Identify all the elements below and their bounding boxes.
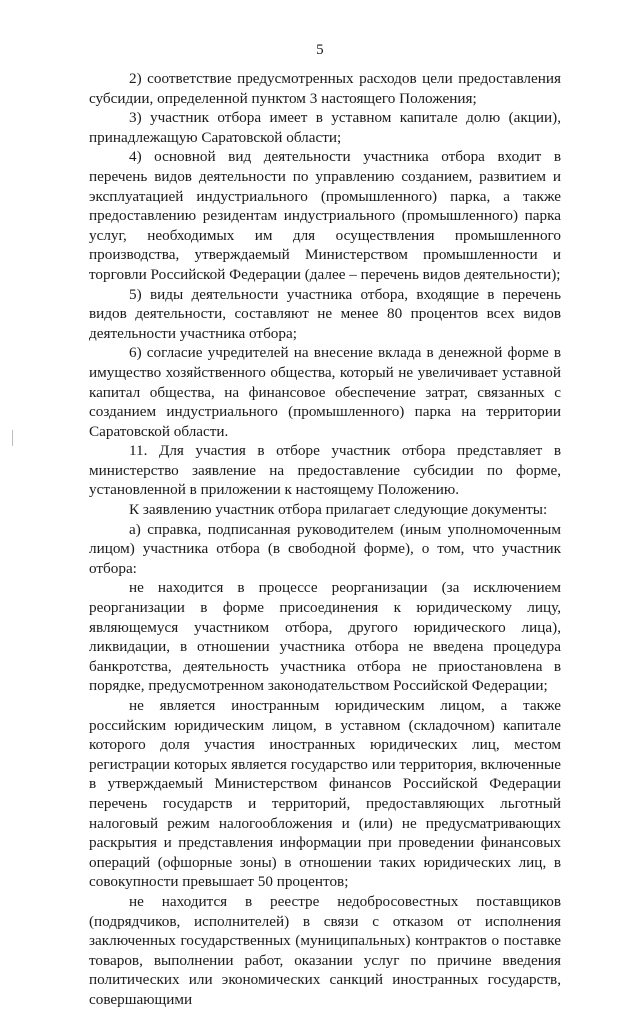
paragraph-item-2: 2) соответствие предусмотренных расходов цели предоставления субсидии, определенной пунктом 3 настоящего Положения; bbox=[89, 70, 561, 107]
paragraph-item-4: 4) основной вид деятельности участника отбора входит в перечень видов деятельности по управлению созданием, развитием и эксплуатацией индустриального (промышленного) парка, а также предоставлению резидентам индустриального (промышленного) парка услуг, необходимых им для осуществления промышленного производства, утверждаемый Министерством промышленности и торговли Российской Федерации (далее – перечень видов деятельности); bbox=[89, 148, 561, 283]
paragraph-item-6: 6) согласие учредителей на внесение вклада в денежной форме в имущество хозяйственного общества, который не увеличивает уставной капитал общества, на финансовое обеспечение затрат, связанных с созданием индустриального (промышленного) парка на территории Саратовской области. bbox=[89, 344, 561, 440]
page-number: 5 bbox=[316, 42, 324, 58]
paragraph-item-5: 5) виды деятельности участника отбора, входящие в перечень видов деятельности, составляют не менее 80 процентов всех видов деятельности участника отбора; bbox=[89, 285, 561, 342]
paragraph-documents-intro: К заявлению участник отбора прилагает следующие документы: bbox=[129, 501, 548, 519]
margin-mark bbox=[12, 430, 13, 446]
paragraph-item-3: 3) участник отбора имеет в уставном капитале долю (акции), принадлежащую Саратовской области; bbox=[89, 109, 561, 146]
paragraph-reorganization: не находится в процессе реорганизации (за исключением реорганизации в форме присоединения к юридическому лицу, являющемуся участником отбора, другого юридического лица), ликвидации, в отношении участника отбора не введена процедура банкротства, деятельность участника отбора не приостановлена в порядке, предусмотренном законодательством Российской Федерации; bbox=[89, 579, 561, 695]
document-body bbox=[89, 69, 561, 1010]
paragraph-unscrupulous-suppliers: не находится в реестре недобросовестных поставщиков (подрядчиков, исполнителей) в связи с отказом от исполнения заключенных государственных (муниципальных) контрактов о поставке товаров, выполнении работ, оказании услуг по причине введения политических или экономических санкций иностранных государств, совершающими bbox=[89, 892, 561, 1008]
paragraph-clause-11: 11. Для участия в отборе участник отбора представляет в министерство заявление на предоставление субсидии по форме, установленной в приложении к настоящему Положению. bbox=[89, 442, 561, 499]
paragraph-foreign-entity: не является иностранным юридическим лицом, а также российским юридическим лицом, в уставном (складочном) капитале которого доля участия иностранных юридических лиц, местом регистрации которых является государство или территория, включенные в утверждаемый Министерством финансов Российской Федерации перечень государств и территорий, предоставляющих льготный налоговый режим налогообложения и (или) не предусматривающих раскрытия и представления информации при проведении финансовых операций (офшорные зоны) в отношении таких юридических лиц, в совокупности превышает 50 процентов; bbox=[89, 697, 561, 891]
paragraph-item-a: а) справка, подписанная руководителем (иным уполномоченным лицом) участника отбора (в свободной форме), о том, что участник отбора: bbox=[89, 520, 561, 577]
